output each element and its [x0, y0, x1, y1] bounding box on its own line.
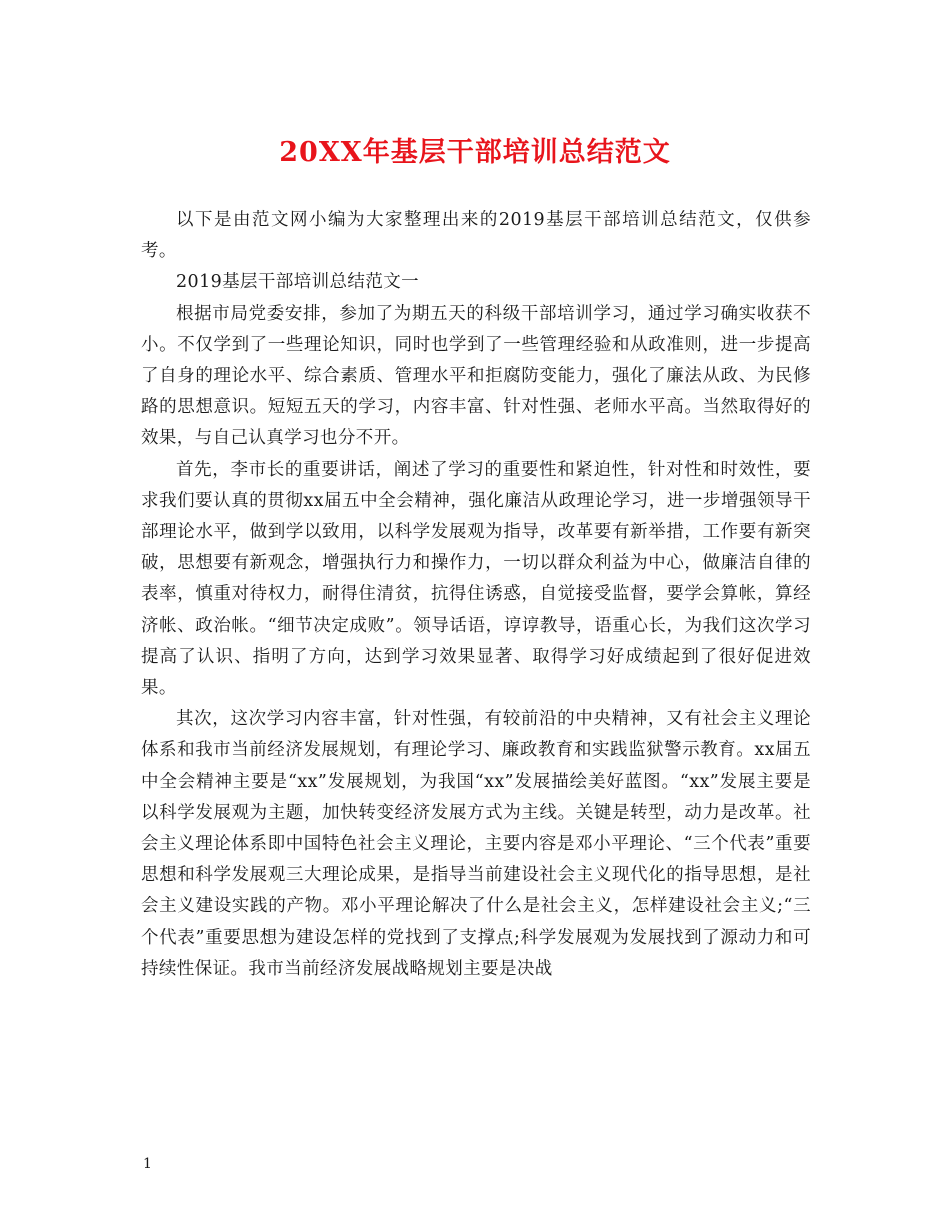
page-number: 1 [143, 1156, 152, 1172]
body-paragraph: 其次，这次学习内容丰富，针对性强，有较前沿的中央精神，又有社会主义理论体系和我市当前经济发展规划，有理论学习、廉政教育和实践监狱警示教育。xx届五中全会精神主要是“xx”发展规划，为我国“xx”发展描绘美好蓝图。“xx”发展主要是以科学发展观为主题，加快转变经济发展方式为主线。关键是转型，动力是改革。社会主义理论体系即中国特色社会主义理论，主要内容是邓小平理论、“三个代表”重要思想和科学发展观三大理论成果，是指导当前建设社会主义现代化的指导思想，是社会主义建设实践的产物。邓小平理论解决了什么是社会主义，怎样建设社会主义;“三个代表”重要思想为建设怎样的党找到了支撑点;科学发展观为发展找到了源动力和可持续性保证。我市当前经济发展战略规划主要是决战 [141, 709, 811, 979]
section-heading: 2019基层干部培训总结范文一 [176, 272, 420, 293]
document-body [141, 205, 811, 985]
intro-paragraph: 以下是由范文网小编为大家整理出来的2019基层干部培训总结范文，仅供参考。 [141, 210, 811, 262]
body-paragraph: 首先，李市长的重要讲话，阐述了学习的重要性和紧迫性，针对性和时效性，要求我们要认真的贯彻xx届五中全会精神，强化廉洁从政理论学习，进一步增强领导干部理论水平，做到学以致用，以科学发展观为指导，改革要有新举措，工作要有新突破，思想要有新观念，增强执行力和操作力，一切以群众利益为中心，做廉洁自律的表率，慎重对待权力，耐得住清贫，抗得住诱惑，自觉接受监督，要学会算帐，算经济帐、政治帐。“细节决定成败”。领导话语，谆谆教导，语重心长，为我们这次学习提高了认识、指明了方向，达到学习效果显著、取得学习好成绩起到了很好促进效果。 [141, 459, 811, 699]
document-title: 20XX年基层干部培训总结范文 [279, 137, 671, 168]
body-paragraph: 根据市局党委安排，参加了为期五天的科级干部培训学习，通过学习确实收获不小。不仅学到了一些理论知识，同时也学到了一些管理经验和从政准则，进一步提高了自身的理论水平、综合素质、管理水平和拒腐防变能力，强化了廉法从政、为民修路的思想意识。短短五天的学习，内容丰富、针对性强、老师水平高。当然取得好的效果，与自己认真学习也分不开。 [141, 303, 811, 449]
